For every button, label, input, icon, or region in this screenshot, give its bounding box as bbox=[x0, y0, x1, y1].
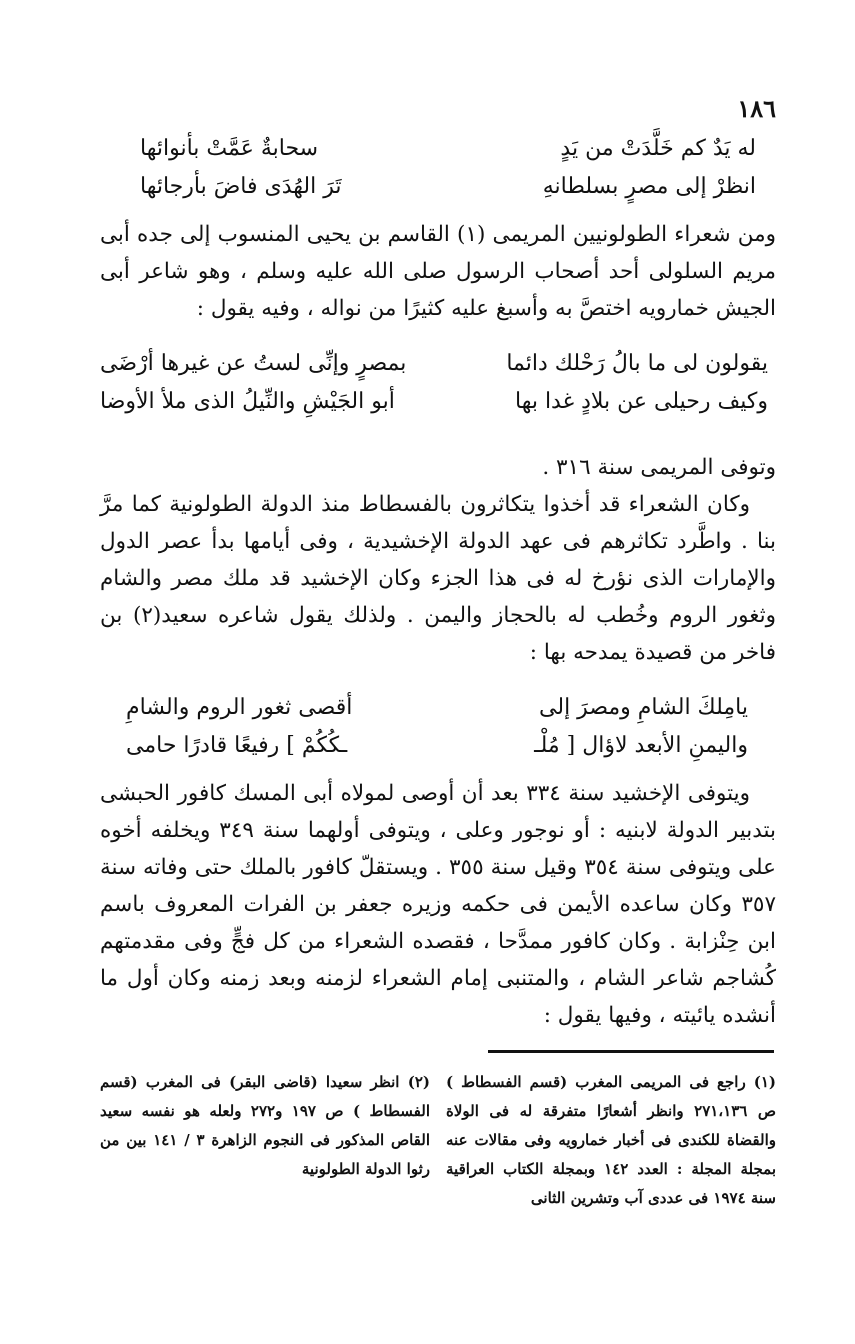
verse-hemistich-left: سحابةٌ عَمَّتْ بأنوائها bbox=[140, 136, 319, 161]
footnote-1: (١) راجع فى المريمى المغرب (قسم الفسطاط ) ص ٢٧١،١٣٦ وانظر أشعارًا متفرقة له فى الولاة والقضاة للكندى فى أخبار خمارويه وفى مقالات عنه بمجلة المجلة : العدد ١٤٢ وبمجلة الكتاب العراقية سنة ١٩٧٤ فى عددى آب وتشرين الثانى bbox=[446, 1073, 776, 1207]
verse-hemistich-right: وكيف رحيلى عن بلادٍ غدا بها bbox=[514, 389, 768, 414]
verse-line bbox=[100, 168, 776, 206]
verse-hemistich-right: يقولون لى ما بالُ رَحْلك دائما bbox=[506, 351, 768, 376]
verse-block-3 bbox=[100, 689, 776, 765]
verse-block-2 bbox=[100, 345, 776, 421]
verse-line bbox=[100, 383, 776, 421]
verse-hemistich-left: ـكُكُمْ ] رفيعًا قادرًا حامى bbox=[126, 733, 348, 758]
verse-line bbox=[100, 130, 776, 168]
paragraph: وكان الشعراء قد أخذوا يتكاثرون بالفسطاط منذ الدولة الطولونية كما مرَّ بنا . واطَّرد تكاثرهم فى عهد الدولة الإخشيدية ، وفى أيامها بدأ عصر الدول والإمارات الذى نؤرخ له فى هذا الجزء وكان الإخشيد قد ملك مصر والشام وثغور الروم وخُطب له بالحجاز واليمن . ولذلك يقول شاعره سعيد(٢) بن فاخر من قصيدة يمدحه بها : bbox=[100, 492, 777, 665]
paragraph: ومن شعراء الطولونيين المريمى (١) القاسم بن يحيى المنسوب إلى جده أبى مريم السلولى أحد أصحاب الرسول صلى الله عليه وسلم ، وهو شاعر أبى الجيش خمارويه اختصَّ به وأسبغ عليه كثيرًا من نواله ، وفيه يقول : bbox=[100, 222, 776, 321]
verse-hemistich-left: أبو الجَيْشِ والنِّيلُ الذى ملأ الأوضا bbox=[100, 389, 395, 414]
verse-hemistich-left: بمصرٍ وإنِّى لستُ عن غيرها أرْضَى bbox=[100, 351, 407, 376]
verse-hemistich-right: واليمنِ الأبعد لاؤال [ مُلْـ bbox=[534, 733, 748, 758]
page-number: ١٨٦ bbox=[737, 94, 776, 123]
verse-hemistich-left: تَرَ الهُدَى فاضَ بأرجائها bbox=[140, 174, 342, 199]
verse-line bbox=[100, 689, 776, 727]
verse-line bbox=[100, 345, 776, 383]
footnote-2: (٢) انظر سعيدا (قاضى البقر) فى المغرب (قسم الفسطاط ) ص ١٩٧ و٢٧٢ ولعله هو نفسه سعيد القاص المذكور فى النجوم الزاهرة ٣ / ١٤١ بين من رثوا الدولة الطولونية bbox=[100, 1073, 431, 1178]
page-body bbox=[100, 88, 776, 1034]
verse-block-1 bbox=[100, 130, 776, 206]
verse-hemistich-right: له يَدٌ كم خَلَّدَتْ من يَدٍ bbox=[560, 136, 756, 161]
verse-hemistich-right: انظرْ إلى مصرٍ بسلطانهِ bbox=[542, 174, 756, 199]
paragraph: ويتوفى الإخشيد سنة ٣٣٤ بعد أن أوصى لمولاه أبى المسك كافور الحبشى بتدبير الدولة لابنيه : أو نوجور وعلى ، ويتوفى أولهما سنة ٣٤٩ ويخلفه أخوه على ويتوفى سنة ٣٥٤ وقيل سنة ٣٥٥ . ويستقلّ كافور بالملك حتى وفاته سنة ٣٥٧ وكان ساعده الأيمن فى حكمه وزيره جعفر بن الفرات المعروف باسم ابن حِنْزابة . وكان كافور ممدَّحا ، فقصده الشعراء من كل فجٍّ وفى مقدمتهم كُشاجم شاعر الشام ، والمتنبى إمام الشعراء لزمنه وبعد زمنه وكان أول ما أنشده يائيته ، وفيها يقول : bbox=[100, 781, 777, 1028]
footnotes bbox=[100, 1068, 776, 1213]
verse-hemistich-left: أقصى ثغور الروم والشامِ bbox=[126, 695, 353, 720]
verse-line bbox=[100, 727, 776, 765]
verse-hemistich-right: يامِلكَ الشامِ ومصرَ إلى bbox=[539, 695, 748, 720]
paragraph: وتوفى المريمى سنة ٣١٦ . bbox=[542, 455, 776, 480]
footnote-separator bbox=[488, 1050, 774, 1053]
